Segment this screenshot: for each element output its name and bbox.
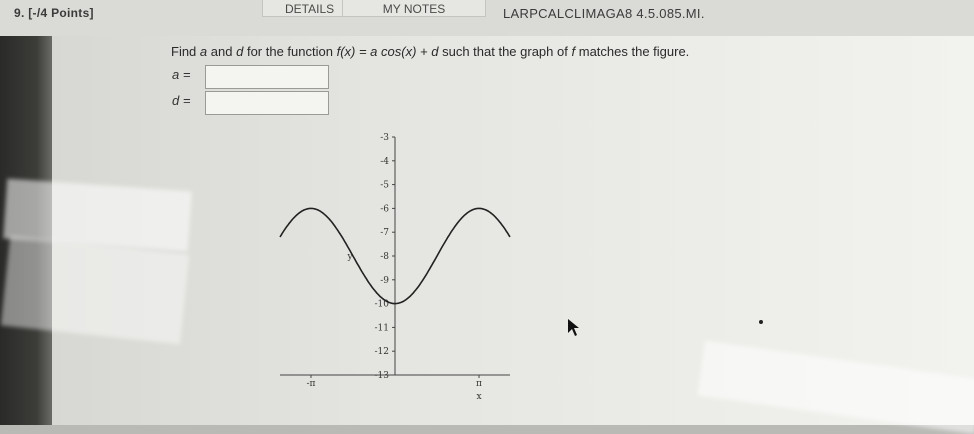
y-tick-label: -11 (374, 323, 389, 334)
y-tick-label: -7 (380, 228, 389, 239)
details-button[interactable]: DETAILS (262, 0, 366, 17)
cosine-graph (270, 125, 530, 415)
y-tick-label: -3 (380, 133, 389, 143)
answer-input-d[interactable] (205, 91, 329, 115)
x-tick-label: π (476, 379, 482, 389)
y-tick-label: -13 (374, 371, 389, 381)
screen-speck (759, 320, 763, 324)
function-expression: f(x) = a cos(x) + d (336, 44, 439, 59)
mouse-cursor-icon (567, 318, 581, 338)
answer-label-d: d = (172, 93, 191, 108)
screen-glare (1, 236, 189, 344)
answer-label-a: a = (172, 67, 191, 82)
question-prompt: Find a and d for the function f(x) = a cos(x) + d such that the graph of f matches the figure. (171, 44, 690, 59)
question-number: 9. [-/4 Points] (14, 6, 94, 20)
y-tick-label: -9 (380, 275, 389, 286)
answer-input-a[interactable] (205, 65, 329, 89)
my-notes-button[interactable]: MY NOTES (342, 0, 486, 17)
question-header (0, 0, 974, 36)
y-tick-label: -5 (380, 180, 389, 191)
y-tick-label: -4 (380, 156, 389, 167)
y-tick-label: -6 (380, 204, 389, 215)
y-tick-label: -8 (380, 252, 389, 262)
y-axis-label: y (347, 252, 353, 262)
assignment-id: LARPCALCLIMAGA8 4.5.085.MI. (503, 6, 705, 21)
x-axis-label: x (476, 392, 482, 402)
y-tick-label: -10 (374, 299, 389, 310)
x-tick-label: -π (306, 379, 316, 389)
y-tick-label: -12 (374, 347, 389, 358)
